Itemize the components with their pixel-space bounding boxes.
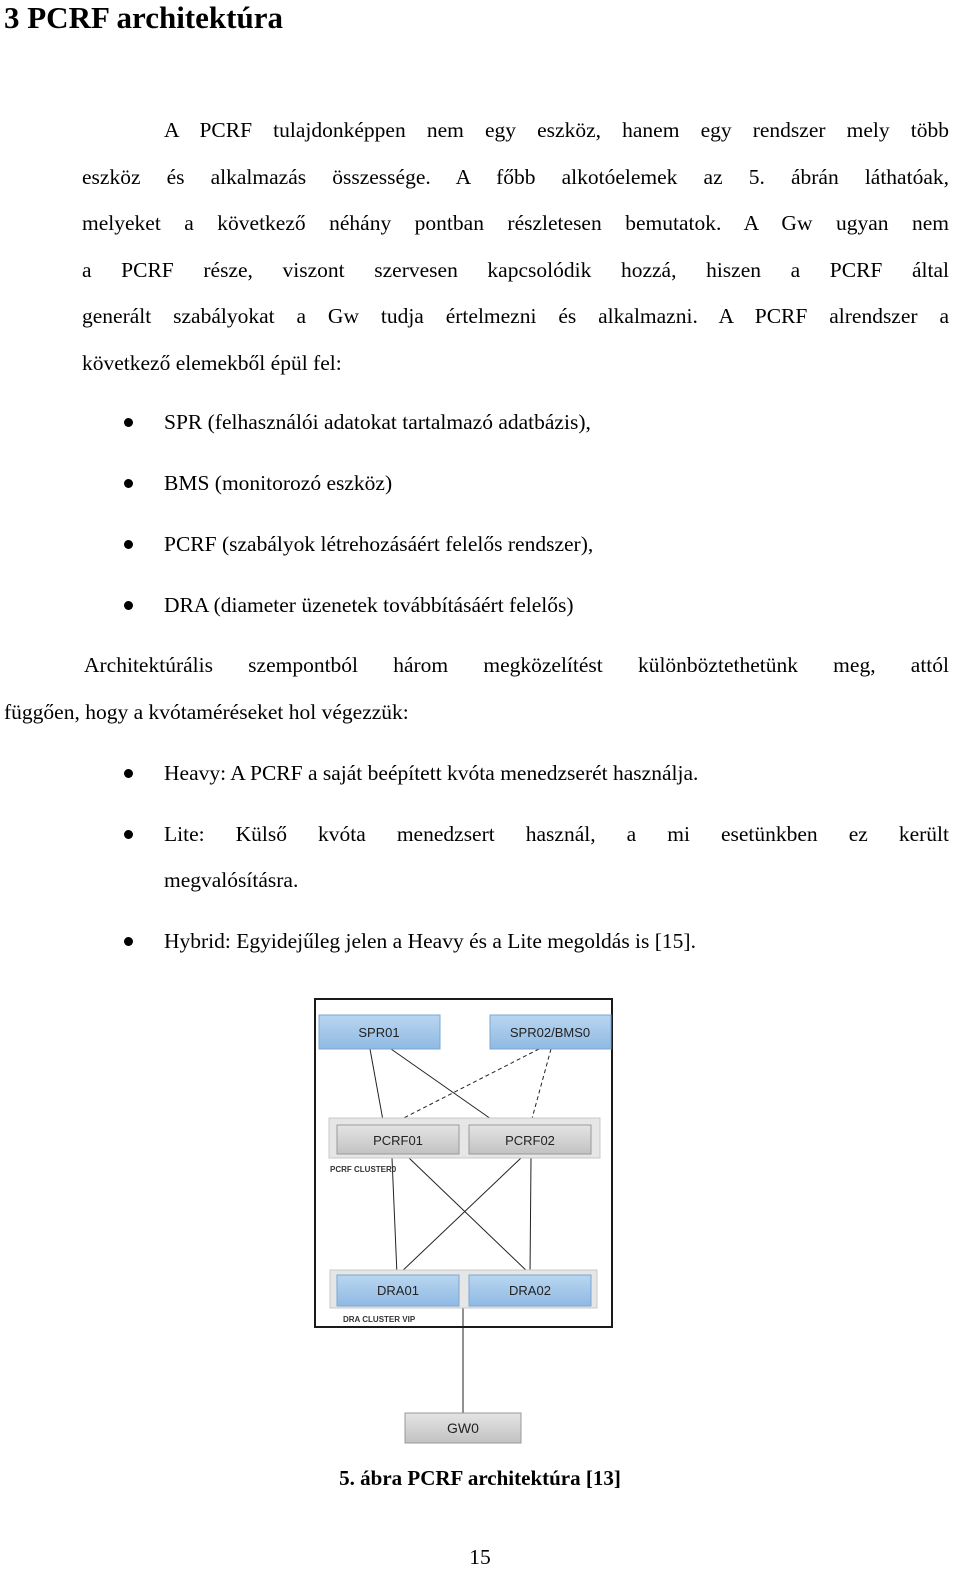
diagram-connections xyxy=(370,1049,551,1413)
paragraph-line: A PCRF tulajdonképpen nem egy eszköz, hanem egy rendszer mely több xyxy=(164,118,949,142)
connector-line xyxy=(388,1049,539,1126)
dra-cluster-label: DRA CLUSTER VIP xyxy=(343,1315,416,1324)
paragraph-line: generált szabályokat a Gw tudja értelmezni és alkalmazni. A PCRF alrendszer a xyxy=(82,304,949,328)
connector-line xyxy=(391,1049,501,1126)
connector-line xyxy=(530,1049,551,1126)
list-item-text: Lite: Külső kvóta menedzsert használ, a mi esetünkben ez került xyxy=(164,822,949,846)
list-item-text: BMS (monitorozó eszköz) xyxy=(164,471,393,495)
paragraph-line: Architektúrális szempontból három megközelítést különböztethetünk meg, attól xyxy=(84,653,949,677)
spr02-label: SPR02/BMS0 xyxy=(509,1025,591,1040)
gw0-label: GW0 xyxy=(447,1420,479,1436)
paragraph-line: következő elemekből épül fel: xyxy=(82,350,342,375)
connector-line xyxy=(398,1158,521,1275)
dra01-label: DRA01 xyxy=(377,1283,419,1298)
list-item-text: SPR (felhasználói adatokat tartalmazó adatbázis), xyxy=(164,410,591,434)
dra02-label: DRA02 xyxy=(509,1283,551,1298)
connector-line xyxy=(392,1158,397,1275)
list-item-text: Hybrid: Egyidejűleg jelen a Heavy és a Lite megoldás is [15]. xyxy=(164,929,696,953)
connector-line xyxy=(530,1158,531,1275)
spr01-node xyxy=(319,1015,440,1049)
list-item-text: Heavy: A PCRF a saját beépített kvóta menedzserét használja. xyxy=(164,761,699,785)
list-item-text: DRA (diameter üzenetek továbbításáért felelős) xyxy=(164,593,574,617)
paragraph-line: a PCRF része, viszont szervesen kapcsolódik hozzá, hiszen a PCRF által xyxy=(82,257,949,282)
pcrf01-label: PCRF01 xyxy=(373,1133,423,1148)
pcrf02-label: PCRF02 xyxy=(505,1133,555,1148)
spr01-label: SPR01 xyxy=(358,1025,400,1040)
list-item-text: PCRF (szabályok létrehozásáért felelős rendszer), xyxy=(164,532,594,556)
connector-line xyxy=(409,1158,531,1275)
pcrf-cluster xyxy=(329,1118,600,1174)
pcrf-cluster-label: PCRF CLUSTER0 xyxy=(330,1165,397,1174)
figure-caption: 5. ábra PCRF architektúra [13] xyxy=(339,1466,621,1490)
paragraph-line: eszköz és alkalmazás összessége. A főbb alkotóelemek az 5. ábrán láthatóak, xyxy=(82,164,949,189)
paragraph-line: melyeket a következő néhány pontban részletesen bemutatok. A Gw ugyan nem xyxy=(82,211,949,235)
list-item-text: megvalósításra. xyxy=(164,868,299,892)
gw0-node xyxy=(405,1413,521,1443)
spr02-node xyxy=(490,1015,611,1049)
paragraph-line: függően, hogy a kvótaméréseket hol végezzük: xyxy=(4,699,409,724)
connector-line xyxy=(370,1049,384,1126)
section-heading: 3 PCRF architektúra xyxy=(4,0,283,35)
page-number: 15 xyxy=(469,1545,491,1569)
